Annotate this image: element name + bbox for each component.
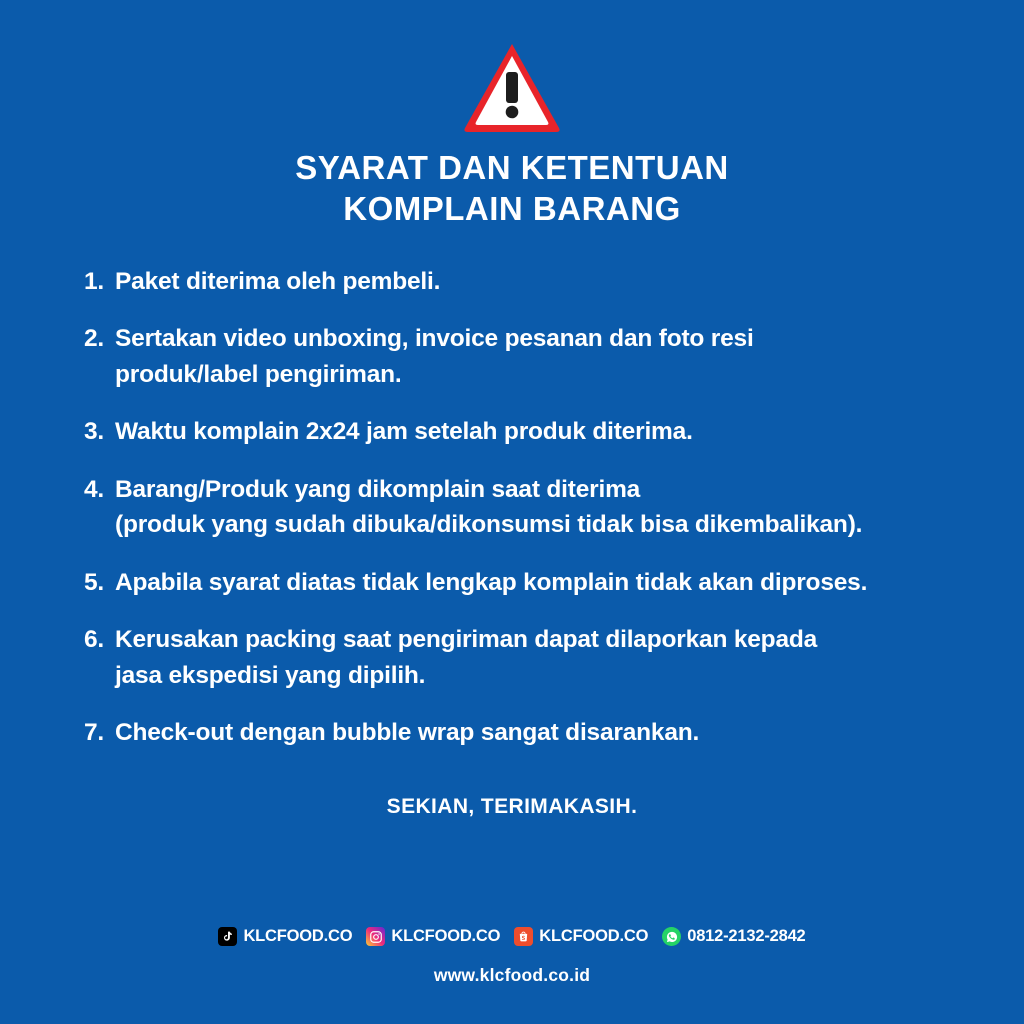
closing-text: SEKIAN, TERIMAKASIH.: [386, 794, 638, 818]
list-item-line1: Check-out dengan bubble wrap sangat disarankan.: [115, 719, 700, 747]
social-instagram[interactable]: [366, 927, 500, 946]
list-item: [70, 715, 972, 751]
list-item: [70, 264, 972, 300]
terms-list: [52, 264, 972, 773]
list-item-line2: jasa ekspedisi yang dipilih.: [115, 661, 426, 689]
social-label-whatsapp: 0812-2132-2842: [687, 927, 806, 945]
title-line-1: SYARAT DAN KETENTUAN: [295, 149, 729, 186]
list-item-number: 4.: [83, 475, 104, 503]
list-item-number: 2.: [83, 325, 104, 353]
list-item-line1: Kerusakan packing saat pengiriman dapat dilaporkan kepada: [115, 626, 818, 654]
whatsapp-icon: [662, 927, 681, 946]
list-item-text: [104, 472, 972, 543]
social-shopee[interactable]: [514, 927, 648, 946]
list-item-line1: Paket diterima oleh pembeli.: [115, 267, 441, 295]
social-label-instagram: KLCFOOD.CO: [391, 927, 501, 945]
page-title: [295, 148, 729, 230]
list-item-line2: (produk yang sudah dibuka/dikonsumsi tidak bisa dikembalikan).: [115, 511, 863, 539]
instagram-icon: [366, 927, 385, 946]
social-label-tiktok: KLCFOOD.CO: [243, 927, 353, 945]
website-url[interactable]: www.klcfood.co.id: [433, 965, 591, 985]
social-whatsapp[interactable]: [662, 927, 805, 946]
list-item-line2: produk/label pengiriman.: [115, 360, 402, 388]
list-item-line1: Waktu komplain 2x24 jam setelah produk diterima.: [115, 418, 693, 446]
warning-triangle-icon: [462, 42, 562, 134]
list-item-line1: Apabila syarat diatas tidak lengkap komplain tidak akan diproses.: [115, 568, 868, 596]
list-item-text: [104, 414, 972, 450]
social-links: [0, 927, 1024, 946]
list-item: [70, 414, 972, 450]
list-item-number: 1.: [83, 267, 104, 295]
title-line-2: KOMPLAIN BARANG: [343, 189, 681, 227]
list-item-number: 7.: [83, 719, 104, 747]
list-item: [70, 622, 972, 693]
list-item-text: [104, 565, 972, 601]
list-item-number: 3.: [83, 418, 104, 446]
social-label-shopee: KLCFOOD.CO: [539, 927, 649, 945]
list-item-number: 5.: [83, 568, 104, 596]
social-tiktok[interactable]: [218, 927, 352, 946]
list-item: [70, 472, 972, 543]
shopee-icon: [514, 927, 533, 946]
list-item-text: [104, 622, 972, 693]
list-item-number: 6.: [83, 626, 104, 654]
list-item-line1: Sertakan video unboxing, invoice pesanan dan foto resi: [115, 325, 754, 353]
list-item-text: [104, 264, 972, 300]
list-item: [70, 565, 972, 601]
list-item: [70, 321, 972, 392]
list-item-text: [104, 715, 972, 751]
list-item-text: [104, 321, 972, 392]
list-item-line1: Barang/Produk yang dikomplain saat diterima: [115, 475, 641, 503]
tiktok-icon: [218, 927, 237, 946]
